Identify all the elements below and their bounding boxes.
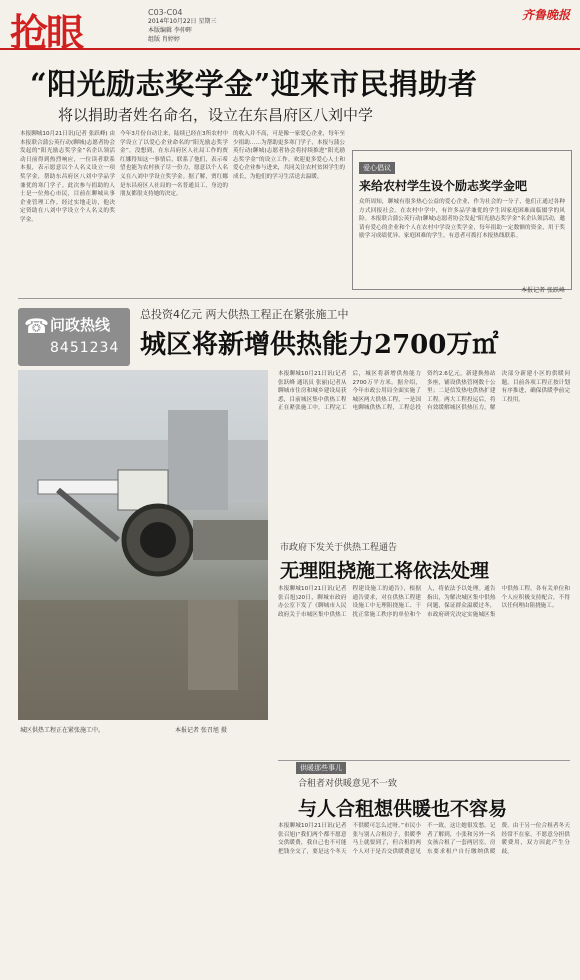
story3-body: 本报聊城10月21日讯(记者 张召旭)20日，聊城市政府办公室下发了《聊城市人民政府关于市城区集中供热工程建设施工的通告》，根据通告要求，对在供热工程建设施工中无理阻挠施工、干扰正常施工秩序的单位和个人，将依法予以处理。通告指出，为解决城区集中供热问题，保证群众温暖过冬，市政府研究决定实施城区集中供热工程。各有关单位和个人应积极支持配合，不得以任何理由阻挠施工。	[278, 586, 570, 618]
section-divider-2	[278, 760, 570, 761]
issue-date: 2014年10月22日 星期三	[148, 18, 217, 25]
story1-subhead: 将以捐助者姓名命名，设立在东昌府区八刘中学	[58, 106, 374, 124]
story1-column-1: 本报聊城10月21日讯(记者 张跃峰) 由本报联合蒲公英行动(聊城)志愿者协会发起的“阳光励志奖学金”名企认领活动日前得到热烈响应，一位读者联系本报，表示愿意以个人名义设立一项奖学金，帮助东昌府区八刘中学品学兼优的寒门学子。此次参与捐助的人士是一位热心市民，目前在聊城从事企业管理工作。经过实地走访，他决定资助在八刘中学设立个人名义的奖学金。	[20, 131, 115, 223]
story2-body: 本报聊城10月21日讯(记者 张跃峰 通讯员 张丽)记者从聊城市住房和城乡建设局获悉，目前城区集中供热工程正在紧张施工中，工程完工后，城区将新增供热能力2700万平方米。据介绍，今年市政公用局全面实施了城区两大供热工程，一是国电聊城供热工程，工程总投资约2.6亿元，新建换热站多座，铺设供热管网数十公里；二是信发热电供热扩建工程。两大工程投运后，将有效缓解城区供热压力，解决部分新建小区的供暖问题。目前各项工程正按计划有序推进，确保供暖季前完工投用。	[278, 371, 570, 412]
phone-icon: ☎	[24, 314, 49, 338]
hotline-badge	[18, 308, 130, 366]
photo-caption: 城区供热工程正在紧张施工中。	[20, 727, 105, 734]
story1-sidebar	[352, 150, 572, 294]
sidebar-byline: 本报记者 张跃峰	[521, 287, 565, 294]
paper-logo: 齐鲁晚报	[521, 8, 570, 22]
sidebar-body: 众所周知，聊城有很多热心公益的爱心企业，作为社会的一分子，他们正通过各种方式回报社会。在农村中学中，有许多品学兼优的学生因家庭困难面临辍学的风险。本报联合蒲公英行动(聊城)志愿者协会发起“阳光励志奖学金”名企认领活动，邀请有爱心的企业和个人在农村中学设立奖学金，每年捐助一定数额的资金，用于奖励学习成绩优异、家庭困难的学生。有意者可拨打本报热线联系。	[359, 199, 565, 240]
brand-title: 抢眼	[10, 10, 83, 55]
sidebar-title: 来给农村学生设个励志奖学金吧	[359, 179, 528, 193]
excavator-illustration	[18, 370, 268, 720]
story3-headline: 无理阻挠施工将依法处理	[280, 560, 490, 582]
designer-credit: 组版 肖婷婷	[148, 36, 180, 43]
section-divider-1	[18, 298, 562, 299]
story2-kicker: 总投资4亿元 两大供热工程正在紧张施工中	[140, 308, 349, 321]
photo-byline: 本报记者 张召旭 摄	[175, 727, 227, 734]
hotline-label: 问政热线	[50, 316, 111, 334]
hotline-number: 8451234	[50, 340, 120, 356]
page-code: C03-C04	[148, 8, 183, 17]
construction-photo	[18, 370, 268, 720]
story3-kicker: 市政府下发关于供热工程通告	[280, 543, 398, 553]
story1-column-2: 今年3月份自动让来，陆续已经在3所农村中学设立了以爱心企业命名的“阳光励志奖学金”。没想到，在东昌府区人社局工作的贾红娜得知这一事情后，联系了他们，表示希望也能为农村孩子尽一份力，愿意以个人名义在八刘中学设立奖学金。据了解，贾红娜是东昌府区人社局的一名普通员工，身边的朋友都很支持她的决定。	[120, 131, 228, 198]
story1-headline: “阳光励志奖学金”迎来市民捐助者	[30, 67, 478, 101]
masthead	[0, 0, 580, 55]
story2-headline: 城区将新增供热能力2700万㎡	[140, 330, 499, 360]
editor-credit: 本版编辑 李仲晖	[148, 27, 192, 34]
story4-tag: 供暖那些事儿	[296, 762, 346, 774]
story4-kicker: 合租者对供暖意见不一致	[298, 779, 398, 789]
story1-column-3: 的收入并不高，可是像一家爱心企业，每年至少捐助……为帮助更多寒门学子，本报与蒲公英行动(聊城)志愿者协会将持续推进“阳光励志奖学金”的设立工作。欢迎更多爱心人士和爱心企业参与进来，共同关注农村贫困学生的成长，为他们的学习生活送去温暖。	[233, 131, 345, 180]
issue-meta	[148, 8, 258, 44]
story4-body: 本报聊城10月21日讯(记者 张召旭)“我们两个都不愿意交供暖费，我自己也不可能把钱全交了，要是这个冬天不供暖可怎么过呀。”市民小张与别人合租房子，供暖季马上就要到了，但合租的两个人对于是否交供暖费意见不一致，这让她很发愁。记者了解到，小张和另外一名女孩合租了一套两居室，房东要求租户自行缴纳供暖费。由于另一位合租者冬天经常不在家，不愿意分担供暖费用，双方因此产生分歧。	[278, 823, 570, 855]
story4-headline: 与人合租想供暖也不容易	[298, 798, 508, 820]
sidebar-tag: 爱心倡议	[359, 162, 395, 174]
